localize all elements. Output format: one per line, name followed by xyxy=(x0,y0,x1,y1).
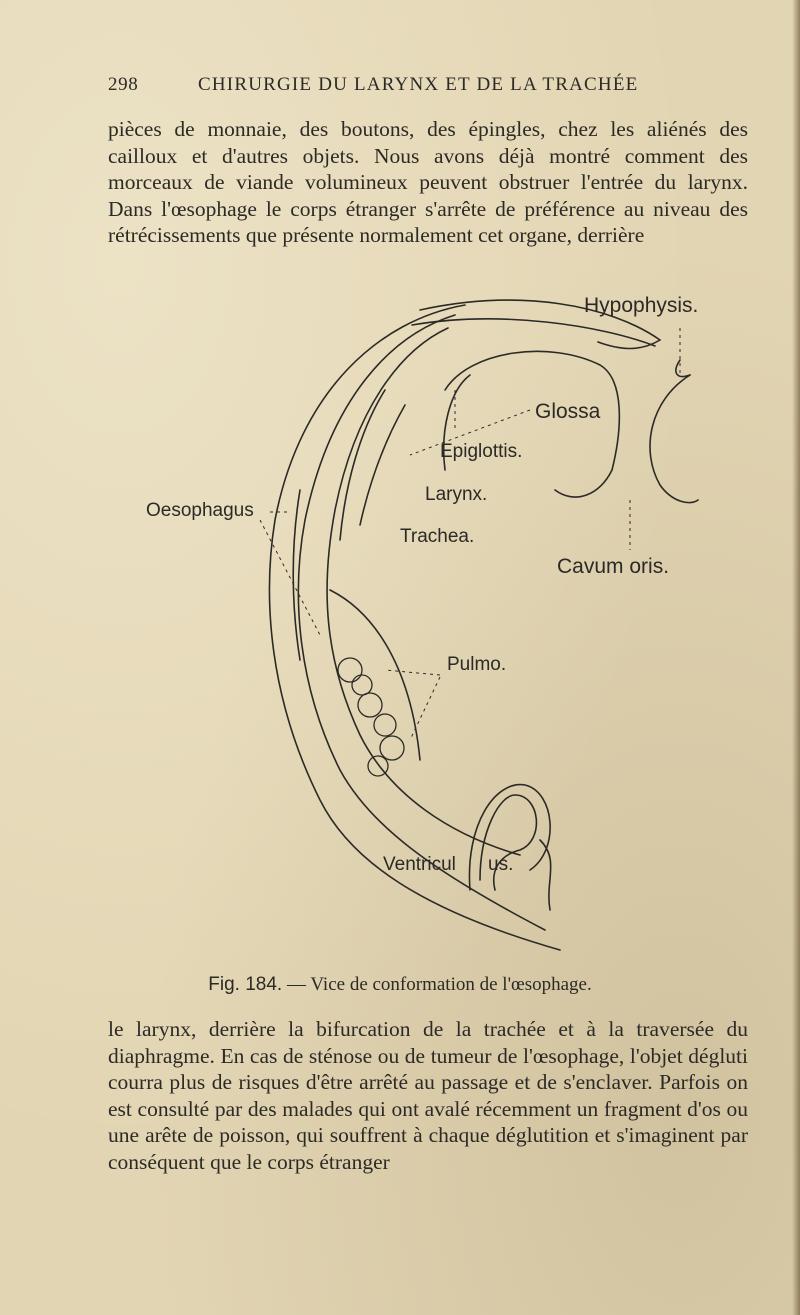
paragraph-bottom: le larynx, derrière la bifurcation de la trachée et à la traversée du diaphragme. En cas de sténose ou de tumeur de l'œsophage, l'objet dégluti courra plus de risques d'être arrêté au passage et de s'enclaver. Parfois on est consulté par des malades qui ont avalé récemment un fragment d'os ou une arête de poisson, qui souffrent à chaque déglutition et s'imaginent par conséquent que le corps étranger xyxy=(108,1017,748,1174)
page-number: 298 xyxy=(108,74,139,95)
label-cavum-oris: Cavum oris. xyxy=(557,555,670,578)
label-oesophagus: Oesophagus xyxy=(146,500,254,521)
label-trachea: Trachea. xyxy=(400,526,475,547)
figure-lung-lobules xyxy=(338,658,404,776)
label-pulmo: Pulmo. xyxy=(447,654,507,675)
label-epiglottis: Epiglottis. xyxy=(440,441,523,462)
figure-larynx xyxy=(360,405,405,525)
running-head xyxy=(108,74,748,100)
figure-caption xyxy=(0,974,800,996)
figure-arch-inner xyxy=(327,328,523,855)
figure-caption-text: — Vice de conformation de l'œsophage. xyxy=(286,974,592,995)
label-ventriculus-a: Ventricul xyxy=(383,854,456,875)
figure-lung-outline xyxy=(330,590,420,760)
figure-number: Fig. 184. xyxy=(208,974,283,995)
figure-stomach xyxy=(480,795,536,890)
label-glossa: Glossa xyxy=(535,400,601,423)
figure-cavum-curve xyxy=(650,375,698,503)
paragraph-top: pièces de monnaie, des boutons, des épingles, chez les aliénés des cailloux et d'autres objets. Nous avons déjà montré comment des morceaux de viande volumineux peuvent obstruer l'entrée du larynx. Dans l'œsophage le corps étranger s'arrête de préférence au niveau des rétrécissements que présente normalement cet organe, derrière xyxy=(108,117,748,247)
label-ventriculus-b: us. xyxy=(488,854,514,875)
label-hypophysis: Hypophysis. xyxy=(584,294,699,317)
running-title: CHIRURGIE DU LARYNX ET DE LA TRACHÉE xyxy=(198,74,639,95)
embryo-figure xyxy=(0,280,800,970)
figure-arch-mid xyxy=(298,315,545,930)
figure-glossa xyxy=(445,351,619,497)
label-larynx: Larynx. xyxy=(425,484,488,505)
